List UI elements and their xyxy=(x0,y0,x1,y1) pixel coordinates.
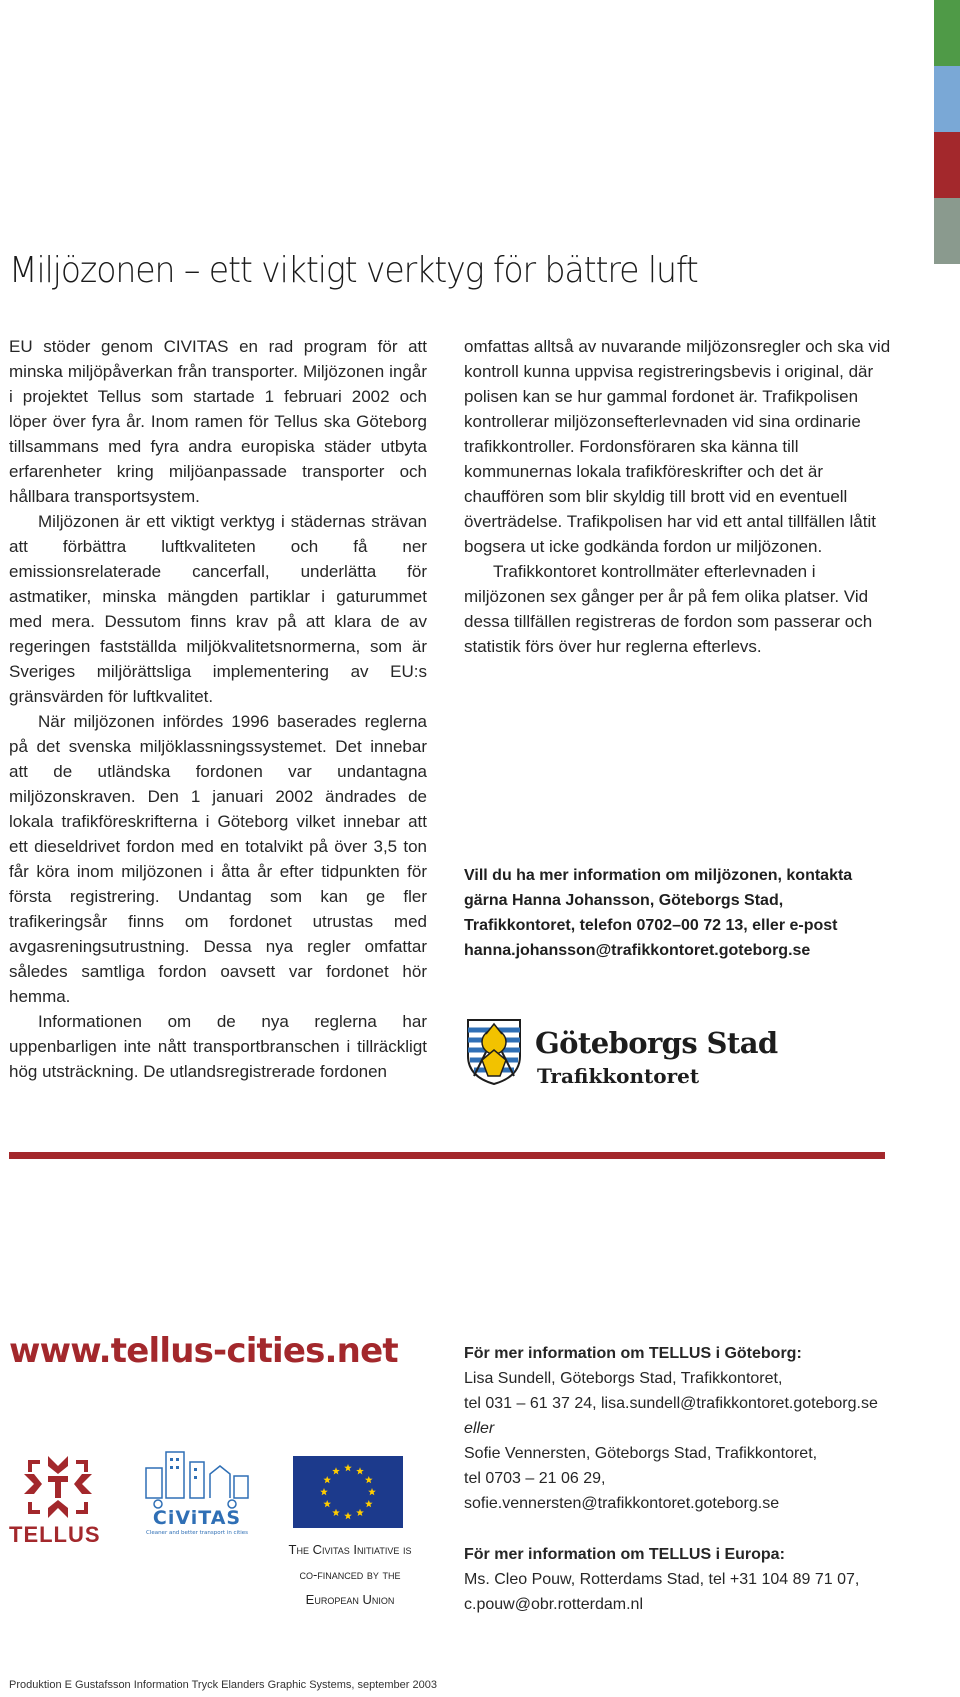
tellus-logo-icon xyxy=(20,1452,96,1522)
info-line: sofie.vennersten@trafikkontoret.goteborg.se xyxy=(464,1495,780,1512)
contact-line: Trafikkontoret, telefon 0702–00 72 13, eller e-post xyxy=(464,917,838,934)
contact-line: gärna Hanna Johansson, Göteborgs Stad, xyxy=(464,892,784,909)
eu-caption xyxy=(262,1537,438,1612)
info-line: tel 031 – 61 37 24, lisa.sundell@trafikkontoret.goteborg.se xyxy=(464,1395,878,1412)
info-line: Lisa Sundell, Göteborgs Stad, Trafikkontoret, xyxy=(464,1370,783,1387)
info-line: Ms. Cleo Pouw, Rotterdams Stad, tel +31 104 89 71 07, xyxy=(464,1571,860,1588)
info-europa xyxy=(464,1542,944,1617)
contact-line: Vill du ha mer information om miljözonen, kontakta xyxy=(464,867,853,884)
goteborg-coat-of-arms-icon xyxy=(464,1016,524,1086)
eu-caption-line: co-financed by the xyxy=(299,1567,401,1582)
website-link[interactable]: www.tellus-cities.net xyxy=(9,1331,398,1371)
civitas-label: CiViTAS xyxy=(152,1507,242,1529)
article-left-column xyxy=(9,334,427,1084)
paragraph: omfattas alltså av nuvarande miljözonsregler och ska vid kontroll kunna uppvisa registreringsbevis i original, där polisen kan se hur gammal fordonet är. Trafikpolisen kontrollerar miljözonsefterlevnaden vid sina ordinarie trafikkontroller. Fordonsföraren ska känna till kommunernas lokala trafikföreskrifter och det är chauffören som blir skyldig till brott vid en eventuell överträdelse. Trafikpolisen har vid ett antal tillfällen låtit bogsera ut icke godkända fordon ur miljözonen. xyxy=(464,337,891,556)
logo-subtitle: Trafikkontoret xyxy=(537,1064,700,1088)
color-tab-green xyxy=(934,0,960,66)
tellus-label: TELLUS xyxy=(9,1522,101,1547)
eu-caption-line: European Union xyxy=(305,1592,395,1607)
page-title: Miljözonen – ett viktigt verktyg för bättre luft xyxy=(9,250,698,291)
paragraph: Trafikkontoret kontrollmäter efterlevnaden i miljözonen sex gånger per år på fem olika platser. Vid dessa tillfällen registreras de fordon som passerar och statistik förs över hur reglerna efterlevs. xyxy=(464,562,873,656)
eu-flag-icon xyxy=(293,1456,403,1528)
paragraph: När miljözonen infördes 1996 baserades reglerna på det svenska miljöklassningssystemet. Det innebar att de utländska fordonen var undantagna miljözonskraven. Den 1 januari 2002 ändrades de lokala trafikföreskrifterna i Göteborg vilket innebar att ett dieseldrivet fordon med en totalvikt på över 3,5 ton får köra inom miljözonen i åtta år efter tidpunkten för första registrering. Undantag som kan ge fler trafikeringsår finns om fordonet utrustas med avgasreningsutrustning. Dessa nya regler omfattar således samtliga fordon oavsett var fordonet hör hemma. xyxy=(9,712,427,1006)
civitas-tagline: Cleaner and better transport in cities xyxy=(145,1530,249,1536)
info-goteborg xyxy=(464,1341,944,1516)
contact-email: hanna.johansson@trafikkontoret.goteborg.se xyxy=(464,942,811,959)
paragraph: Informationen om de nya reglerna har uppenbarligen inte nått transportbranschen i tillräckligt hög utsträckning. De utlandsregistrerade fordonen xyxy=(9,1012,427,1081)
footer-credits: Produktion E Gustafsson Information Tryck Elanders Graphic Systems, september 2003 xyxy=(9,1679,437,1691)
paragraph: Miljözonen är ett viktigt verktyg i städernas strävan att förbättra luftkvaliteten och få ner emissionsrelaterade cancerfall, underlätta för astmatiker, minska mängden partiklar i gaturummet med mera. Dessutom finns krav på att klara de av regeringen fastställda miljökvalitetsnormerna, som är Sveriges miljörättsliga implementering av EU:s gränsvärden för luftkvalitet. xyxy=(9,512,427,706)
paragraph: EU stöder genom CIVITAS en rad program för att minska miljöpåverkan från transporter. Miljözonen ingår i projektet Tellus som startade 1 februari 2002 och löper över fyra år. Inom ramen för Tellus ska Göteborg tillsammans med fyra andra europiska städer utbyta erfarenheter kring miljöanpassade transporter och hållbara transportsystem. xyxy=(9,337,427,506)
eu-caption-line: The Civitas Initiative is xyxy=(288,1542,412,1557)
civitas-logo-icon xyxy=(138,1446,256,1536)
info-line: Sofie Vennersten, Göteborgs Stad, Trafikkontoret, xyxy=(464,1445,818,1462)
color-tab-blue xyxy=(934,66,960,132)
color-tab-grey xyxy=(934,198,960,264)
info-line: c.pouw@obr.rotterdam.nl xyxy=(464,1596,643,1613)
info-line: tel 0703 – 21 06 29, xyxy=(464,1470,606,1487)
contact-box xyxy=(464,863,904,963)
info-heading: För mer information om TELLUS i Göteborg: xyxy=(464,1345,802,1362)
info-heading: För mer information om TELLUS i Europa: xyxy=(464,1546,785,1563)
logo-name: Göteborgs Stad xyxy=(535,1026,778,1060)
info-separator: eller xyxy=(464,1420,495,1437)
article-right-column xyxy=(464,334,892,659)
section-divider xyxy=(9,1152,885,1159)
color-tab-red xyxy=(934,132,960,198)
